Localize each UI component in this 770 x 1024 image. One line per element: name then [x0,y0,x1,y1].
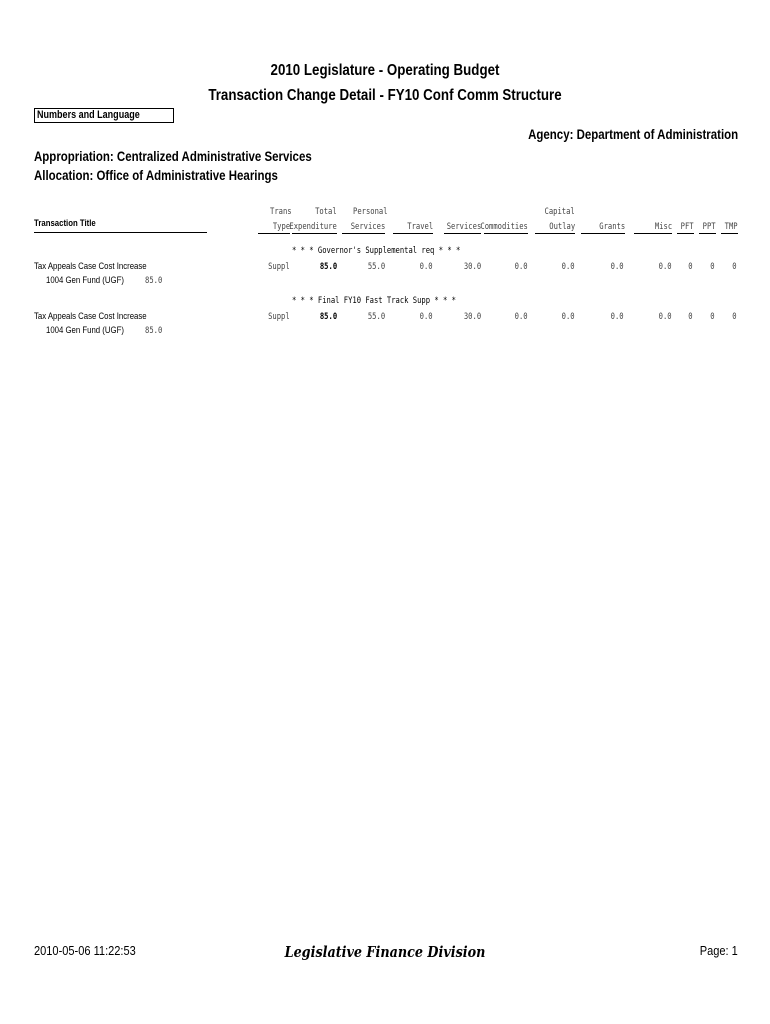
col-tmp [721,221,738,234]
section-heading: * * * Final FY10 Fast Track Supp * * * [292,295,456,306]
col-total-expenditure [289,221,337,234]
col-personal-services [342,221,385,234]
col-pft [677,221,694,234]
travel: 0.0 [420,311,433,322]
col-misc [634,221,672,234]
col-ppt-label: PPT [703,221,716,232]
grants: 0.0 [611,311,624,322]
col-grants [581,221,625,234]
col-total-line1: Total [315,206,337,217]
col-travel-label: Travel [407,221,433,232]
appropriation-label: Appropriation: Centralized Administrative Services [34,148,312,164]
misc: 0.0 [659,311,672,322]
col-services [444,221,481,234]
grants: 0.0 [611,261,624,272]
fund-source: 1004 Gen Fund (UGF) [46,275,124,286]
col-trans-type-line1: Trans [270,206,292,217]
transaction-title: Tax Appeals Case Cost Increase [34,261,147,272]
services: 30.0 [463,261,481,272]
col-pft-label: PFT [681,221,694,232]
trans-type: Suppl [268,311,290,322]
services: 30.0 [463,311,481,322]
agency-label: Agency: Department of Administration [527,126,738,142]
col-trans-type-line2: Type [272,221,290,232]
col-commodities [480,221,528,234]
report-subtitle: Transaction Change Detail - FY10 Conf Comm Structure [208,87,562,104]
col-travel [393,221,433,234]
section-heading: * * * Governor's Supplemental req * * * [292,245,461,256]
ppt: 0 [710,311,715,322]
col-transaction-title-label: Transaction Title [34,218,96,229]
capital-outlay: 0.0 [562,311,575,322]
total-expenditure: 85.0 [319,311,337,322]
transaction-title: Tax Appeals Case Cost Increase [34,311,147,322]
commodities: 0.0 [515,261,528,272]
col-capital-line2: Outlay [549,221,575,232]
footer-division: Legislative Finance Division [284,943,486,961]
col-ppt [699,221,716,234]
report-title: 2010 Legislature - Operating Budget [270,62,500,79]
commodities: 0.0 [515,311,528,322]
footer-timestamp: 2010-05-06 11:22:53 [34,943,136,958]
personal-services: 55.0 [367,261,385,272]
numbers-language-label: Numbers and Language [37,109,140,121]
tmp: 0 [732,311,737,322]
capital-outlay: 0.0 [562,261,575,272]
misc: 0.0 [659,261,672,272]
col-personal-line2: Services [350,221,385,232]
col-capital-outlay [535,221,575,234]
col-trans-type [258,221,290,234]
col-capital-line1: Capital [544,206,575,217]
pft: 0 [688,261,693,272]
col-grants-label: Grants [599,221,625,232]
allocation-label: Allocation: Office of Administrative Hearings [34,167,278,183]
tmp: 0 [732,261,737,272]
col-services-label: Services [446,221,481,232]
col-total-line2: Expenditure [289,221,337,232]
fund-amount: 85.0 [145,275,163,286]
col-misc-label: Misc [654,221,672,232]
fund-source: 1004 Gen Fund (UGF) [46,325,124,336]
fund-amount: 85.0 [145,325,163,336]
col-tmp-label: TMP [725,221,738,232]
personal-services: 55.0 [367,311,385,322]
col-commodities-label: Commodities [480,221,528,232]
col-transaction-title [34,218,207,233]
numbers-language-box [34,108,174,123]
col-personal-line1: Personal [353,206,388,217]
total-expenditure: 85.0 [319,261,337,272]
ppt: 0 [710,261,715,272]
travel: 0.0 [420,261,433,272]
pft: 0 [688,311,693,322]
footer-page-number: Page: 1 [699,943,738,958]
trans-type: Suppl [268,261,290,272]
